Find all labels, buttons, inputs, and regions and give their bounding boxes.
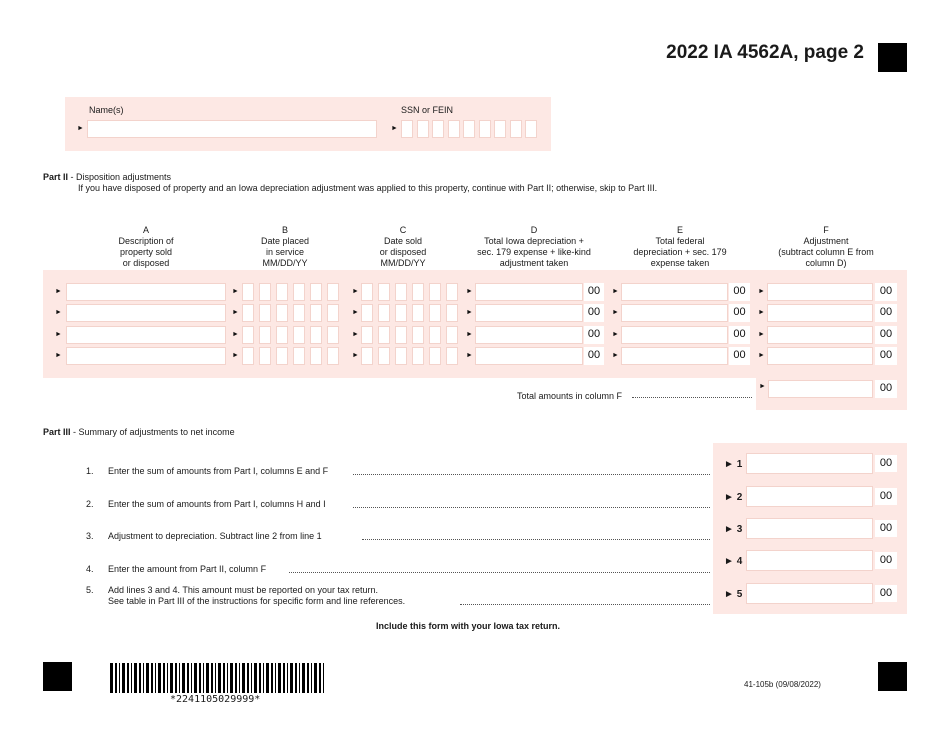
date-sold-digit-box[interactable] [412,347,424,365]
barcode-bar [319,663,321,693]
barcode-bar [110,663,113,693]
arrow-icon: ► [612,352,619,359]
arrow-icon: ► [55,309,62,316]
cents-label: 00 [875,585,897,602]
date-placed-digit-box[interactable] [242,347,254,365]
barcode-bar [131,663,132,693]
barcode-bar [235,663,237,693]
arrow-icon: ► [55,352,62,359]
arrow-icon: ► [724,556,737,567]
column-header-line: expense taken [650,258,710,268]
ssn-digit-box[interactable] [494,120,506,138]
date-sold-digit-box[interactable] [446,347,458,365]
adjustment-field[interactable] [767,283,873,301]
date-placed-digit-box[interactable] [327,347,339,365]
line-text: Enter the sum of amounts from Part I, columns H and I [108,499,326,509]
date-sold-digit-box[interactable] [395,283,407,301]
column-header-line: adjustment taken [499,258,569,268]
arrow-icon: ► [232,309,239,316]
date-placed-digit-box[interactable] [310,283,322,301]
barcode-bar [302,663,305,693]
barcode-bar [179,663,180,693]
arrow-icon: ► [391,125,398,132]
barcode-bar [295,663,297,693]
column-header-line: Date sold [383,236,423,246]
barcode-bar [242,663,245,693]
cents-label: 00 [875,326,897,344]
date-sold-digit-box[interactable] [361,347,373,365]
barcode-bar [158,663,161,693]
arrow-icon: ► [758,288,765,295]
leader-dots [460,604,710,605]
barcode-bar [223,663,225,693]
federal-depreciation-field[interactable] [621,283,728,301]
arrow-icon: ► [759,383,766,390]
line-number: 4. [86,564,94,574]
column-header-line: C [399,225,407,235]
arrow-icon: ► [232,331,239,338]
barcode-bar [191,663,192,693]
barcode-bar [155,663,156,693]
column-header-line: Adjustment [803,236,849,246]
iowa-depreciation-field[interactable] [475,347,583,365]
barcode-bar [263,663,264,693]
barcode-bar [227,663,228,693]
cents-label: 00 [875,347,897,365]
barcode-bar [139,663,141,693]
leader-dots [632,397,752,398]
line-amount-field[interactable] [746,550,873,571]
part3-label: Part III [43,427,71,437]
cents-label: 00 [875,304,897,322]
cents-label: 00 [584,347,604,365]
arrow-icon: ► [724,524,737,535]
barcode-bar [187,663,189,693]
ssn-digit-box[interactable] [432,120,444,138]
leader-dots [353,474,710,475]
federal-depreciation-field[interactable] [621,326,728,344]
arrow-icon: ► [466,288,473,295]
date-placed-digit-box[interactable] [293,326,305,344]
barcode-bar [290,663,293,693]
barcode-bar [170,663,173,693]
column-header-line: D [530,225,538,235]
date-placed-digit-box[interactable] [327,326,339,344]
column-header-line: sec. 179 expense + like-kind [477,247,591,257]
line-box-number: 1 [736,459,743,470]
arrow-icon: ► [77,125,84,132]
date-sold-digit-box[interactable] [446,304,458,322]
barcode-bar [299,663,300,693]
date-sold-digit-box[interactable] [429,347,441,365]
arrow-icon: ► [612,331,619,338]
date-placed-digit-box[interactable] [310,326,322,344]
adjustment-field[interactable] [767,347,873,365]
barcode-bar [278,663,281,693]
arrow-icon: ► [232,288,239,295]
ssn-label: SSN or FEIN [401,105,454,115]
arrow-icon: ► [758,309,765,316]
arrow-icon: ► [466,331,473,338]
barcode-bar [247,663,249,693]
date-sold-digit-box[interactable] [361,304,373,322]
date-placed-digit-box[interactable] [310,347,322,365]
leader-dots [353,507,710,508]
column-header [454,225,614,269]
date-placed-digit-box[interactable] [259,326,271,344]
barcode-bar [283,663,285,693]
barcode [110,663,326,693]
column-header-line: MM/DD/YY [262,258,308,268]
registration-mark-bottom-left [43,662,72,691]
column-header-line: MM/DD/YY [380,258,426,268]
line-box-label [724,459,742,470]
ssn-digit-box[interactable] [417,120,429,138]
date-placed-digit-box[interactable] [293,304,305,322]
barcode-bar [218,663,221,693]
column-header-line: Total Iowa depreciation + [484,236,584,246]
adjustment-field[interactable] [767,304,873,322]
column-header-line: A [142,225,149,235]
iowa-depreciation-field[interactable] [475,304,583,322]
date-placed-digit-box[interactable] [276,283,288,301]
column-header-line: column D) [805,258,847,268]
ssn-digit-box[interactable] [448,120,460,138]
barcode-bar [230,663,233,693]
date-placed-digit-box[interactable] [242,326,254,344]
total-f-cents: 00 [875,380,897,398]
date-sold-digit-box[interactable] [429,283,441,301]
cents-label: 00 [584,283,604,301]
barcode-bar [206,663,209,693]
arrow-icon: ► [758,331,765,338]
date-sold-digit-box[interactable] [395,304,407,322]
barcode-bar [251,663,252,693]
date-sold-digit-box[interactable] [429,304,441,322]
cents-label: 00 [875,488,897,505]
line-box-number: 2 [736,492,743,503]
column-header-line: B [281,225,288,235]
barcode-bar [254,663,257,693]
line-number: 2. [86,499,94,509]
federal-depreciation-field[interactable] [621,304,728,322]
description-field[interactable] [66,347,226,365]
line-text: Adjustment to depreciation. Subtract line 2 from line 1 [108,531,322,541]
line-text: Enter the sum of amounts from Part I, columns E and F [108,466,329,476]
arrow-icon: ► [352,309,359,316]
date-placed-digit-box[interactable] [242,304,254,322]
line-text: Enter the amount from Part II, column F [108,564,267,574]
ssn-digit-box[interactable] [463,120,475,138]
iowa-depreciation-field[interactable] [475,283,583,301]
barcode-bar [287,663,288,693]
description-field[interactable] [66,283,226,301]
registration-mark-top-right [878,43,907,72]
date-sold-digit-box[interactable] [361,326,373,344]
barcode-bar [119,663,120,693]
line-box-label [724,589,742,600]
cents-label: 00 [584,326,604,344]
barcode-bar [167,663,168,693]
barcode-bar [314,663,317,693]
arrow-icon: ► [232,352,239,359]
barcode-bar [151,663,153,693]
date-sold-digit-box[interactable] [395,326,407,344]
line-box-number: 3 [736,524,743,535]
column-header [600,225,760,269]
date-placed-digit-box[interactable] [276,304,288,322]
part3-heading [43,427,235,437]
cents-label: 00 [729,283,750,301]
barcode-bar [127,663,129,693]
barcode-bar [259,663,261,693]
arrow-icon: ► [724,459,737,470]
date-sold-digit-box[interactable] [378,304,390,322]
date-sold-digit-box[interactable] [412,326,424,344]
arrow-icon: ► [758,352,765,359]
arrow-icon: ► [466,309,473,316]
line-number: 1. [86,466,94,476]
barcode-bar [134,663,137,693]
arrow-icon: ► [612,288,619,295]
column-header-line: or disposed [379,247,427,257]
part2-instruction: If you have disposed of property and an Iowa depreciation adjustment was applied to this property, continue with Part II; otherwise, skip to Part III. [78,183,658,193]
date-placed-digit-box[interactable] [259,347,271,365]
cents-label: 00 [875,552,897,569]
ssn-digit-box[interactable] [510,120,522,138]
date-sold-digit-box[interactable] [429,326,441,344]
date-sold-digit-box[interactable] [412,283,424,301]
date-sold-digit-box[interactable] [446,283,458,301]
date-sold-digit-box[interactable] [378,326,390,344]
line-box-label [724,524,742,535]
adjustment-field[interactable] [767,326,873,344]
barcode-bar [175,663,177,693]
federal-depreciation-field[interactable] [621,347,728,365]
column-header-line: property sold [119,247,173,257]
barcode-bar [311,663,312,693]
column-header-line: depreciation + sec. 179 [633,247,727,257]
part2-heading [43,172,171,182]
column-header-line: E [676,225,683,235]
barcode-bar [307,663,309,693]
cents-label: 00 [729,347,750,365]
barcode-bar [199,663,201,693]
date-placed-digit-box[interactable] [276,326,288,344]
column-header-line: in service [265,247,304,257]
registration-mark-bottom-right [878,662,907,691]
date-sold-digit-box[interactable] [412,304,424,322]
column-header [746,225,906,269]
arrow-icon: ► [724,589,737,600]
cents-label: 00 [875,455,897,472]
line-amount-field[interactable] [746,453,873,474]
cents-label: 00 [729,326,750,344]
barcode-bar [203,663,204,693]
date-placed-digit-box[interactable] [259,304,271,322]
arrow-icon: ► [55,331,62,338]
arrow-icon: ► [352,352,359,359]
page-title: 2022 IA 4562A, page 2 [666,42,864,63]
iowa-depreciation-field[interactable] [475,326,583,344]
arrow-icon: ► [466,352,473,359]
barcode-bar [275,663,276,693]
total-f-field[interactable] [768,380,873,398]
form-number: 41-105b (09/08/2022) [744,680,821,689]
date-placed-digit-box[interactable] [276,347,288,365]
barcode-bar [215,663,216,693]
line-box-number: 4 [736,556,743,567]
barcode-text: *2241105029999* [170,694,261,705]
barcode-bar [146,663,149,693]
ssn-digit-box[interactable] [479,120,491,138]
line-box-label [724,492,742,503]
barcode-bar [271,663,273,693]
line-number: 3. [86,531,94,541]
column-header-line: F [823,225,829,235]
barcode-bar [182,663,185,693]
total-label: Total amounts in column F [517,391,623,401]
barcode-bar [323,663,324,693]
cents-label: 00 [729,304,750,322]
date-sold-digit-box[interactable] [395,347,407,365]
arrow-icon: ► [55,288,62,295]
line-amount-field[interactable] [746,583,873,604]
barcode-bar [143,663,144,693]
ssn-digit-box[interactable] [525,120,537,138]
description-field[interactable] [66,304,226,322]
column-header-line: Date placed [260,236,310,246]
column-header-line: Description of [118,236,174,246]
date-sold-digit-box[interactable] [446,326,458,344]
line-number: 5. [86,585,94,595]
column-header-line: (subtract column E from [778,247,874,257]
part2-label: Part II [43,172,69,182]
date-sold-digit-box[interactable] [361,283,373,301]
barcode-bar [163,663,165,693]
cents-label: 00 [875,283,897,301]
column-header-line: or disposed [122,258,170,268]
line-box-label [724,556,742,567]
barcode-bar [211,663,213,693]
ssn-digit-box[interactable] [401,120,413,138]
barcode-bar [122,663,125,693]
names-field[interactable] [87,120,377,138]
barcode-bar [239,663,240,693]
arrow-icon: ► [352,288,359,295]
cents-label: 00 [875,520,897,537]
include-note: Include this form with your Iowa tax return. [376,621,561,631]
date-placed-digit-box[interactable] [259,283,271,301]
barcode-bar [115,663,117,693]
date-placed-digit-box[interactable] [327,283,339,301]
barcode-bar [194,663,197,693]
line-box-number: 5 [736,589,743,600]
date-placed-digit-box[interactable] [293,347,305,365]
arrow-icon: ► [352,331,359,338]
barcode-bar [266,663,269,693]
date-placed-digit-box[interactable] [310,304,322,322]
barcode-graphic [110,663,326,693]
date-placed-digit-box[interactable] [327,304,339,322]
date-placed-digit-box[interactable] [293,283,305,301]
date-placed-digit-box[interactable] [242,283,254,301]
line-text: Add lines 3 and 4. This amount must be reported on your tax return. [108,585,378,595]
date-sold-digit-box[interactable] [378,283,390,301]
date-sold-digit-box[interactable] [378,347,390,365]
description-field[interactable] [66,326,226,344]
arrow-icon: ► [724,492,737,503]
line-amount-field[interactable] [746,486,873,507]
arrow-icon: ► [612,309,619,316]
leader-dots [289,572,710,573]
line-text-continued: See table in Part III of the instructions for specific form and line references. [108,596,406,606]
column-header [66,225,226,269]
part3-title: - Summary of adjustments to net income [70,427,235,437]
names-label: Name(s) [89,105,124,115]
part2-title: - Disposition adjustments [68,172,172,182]
leader-dots [362,539,710,540]
cents-label: 00 [584,304,604,322]
line-amount-field[interactable] [746,518,873,539]
column-header-line: Total federal [655,236,705,246]
